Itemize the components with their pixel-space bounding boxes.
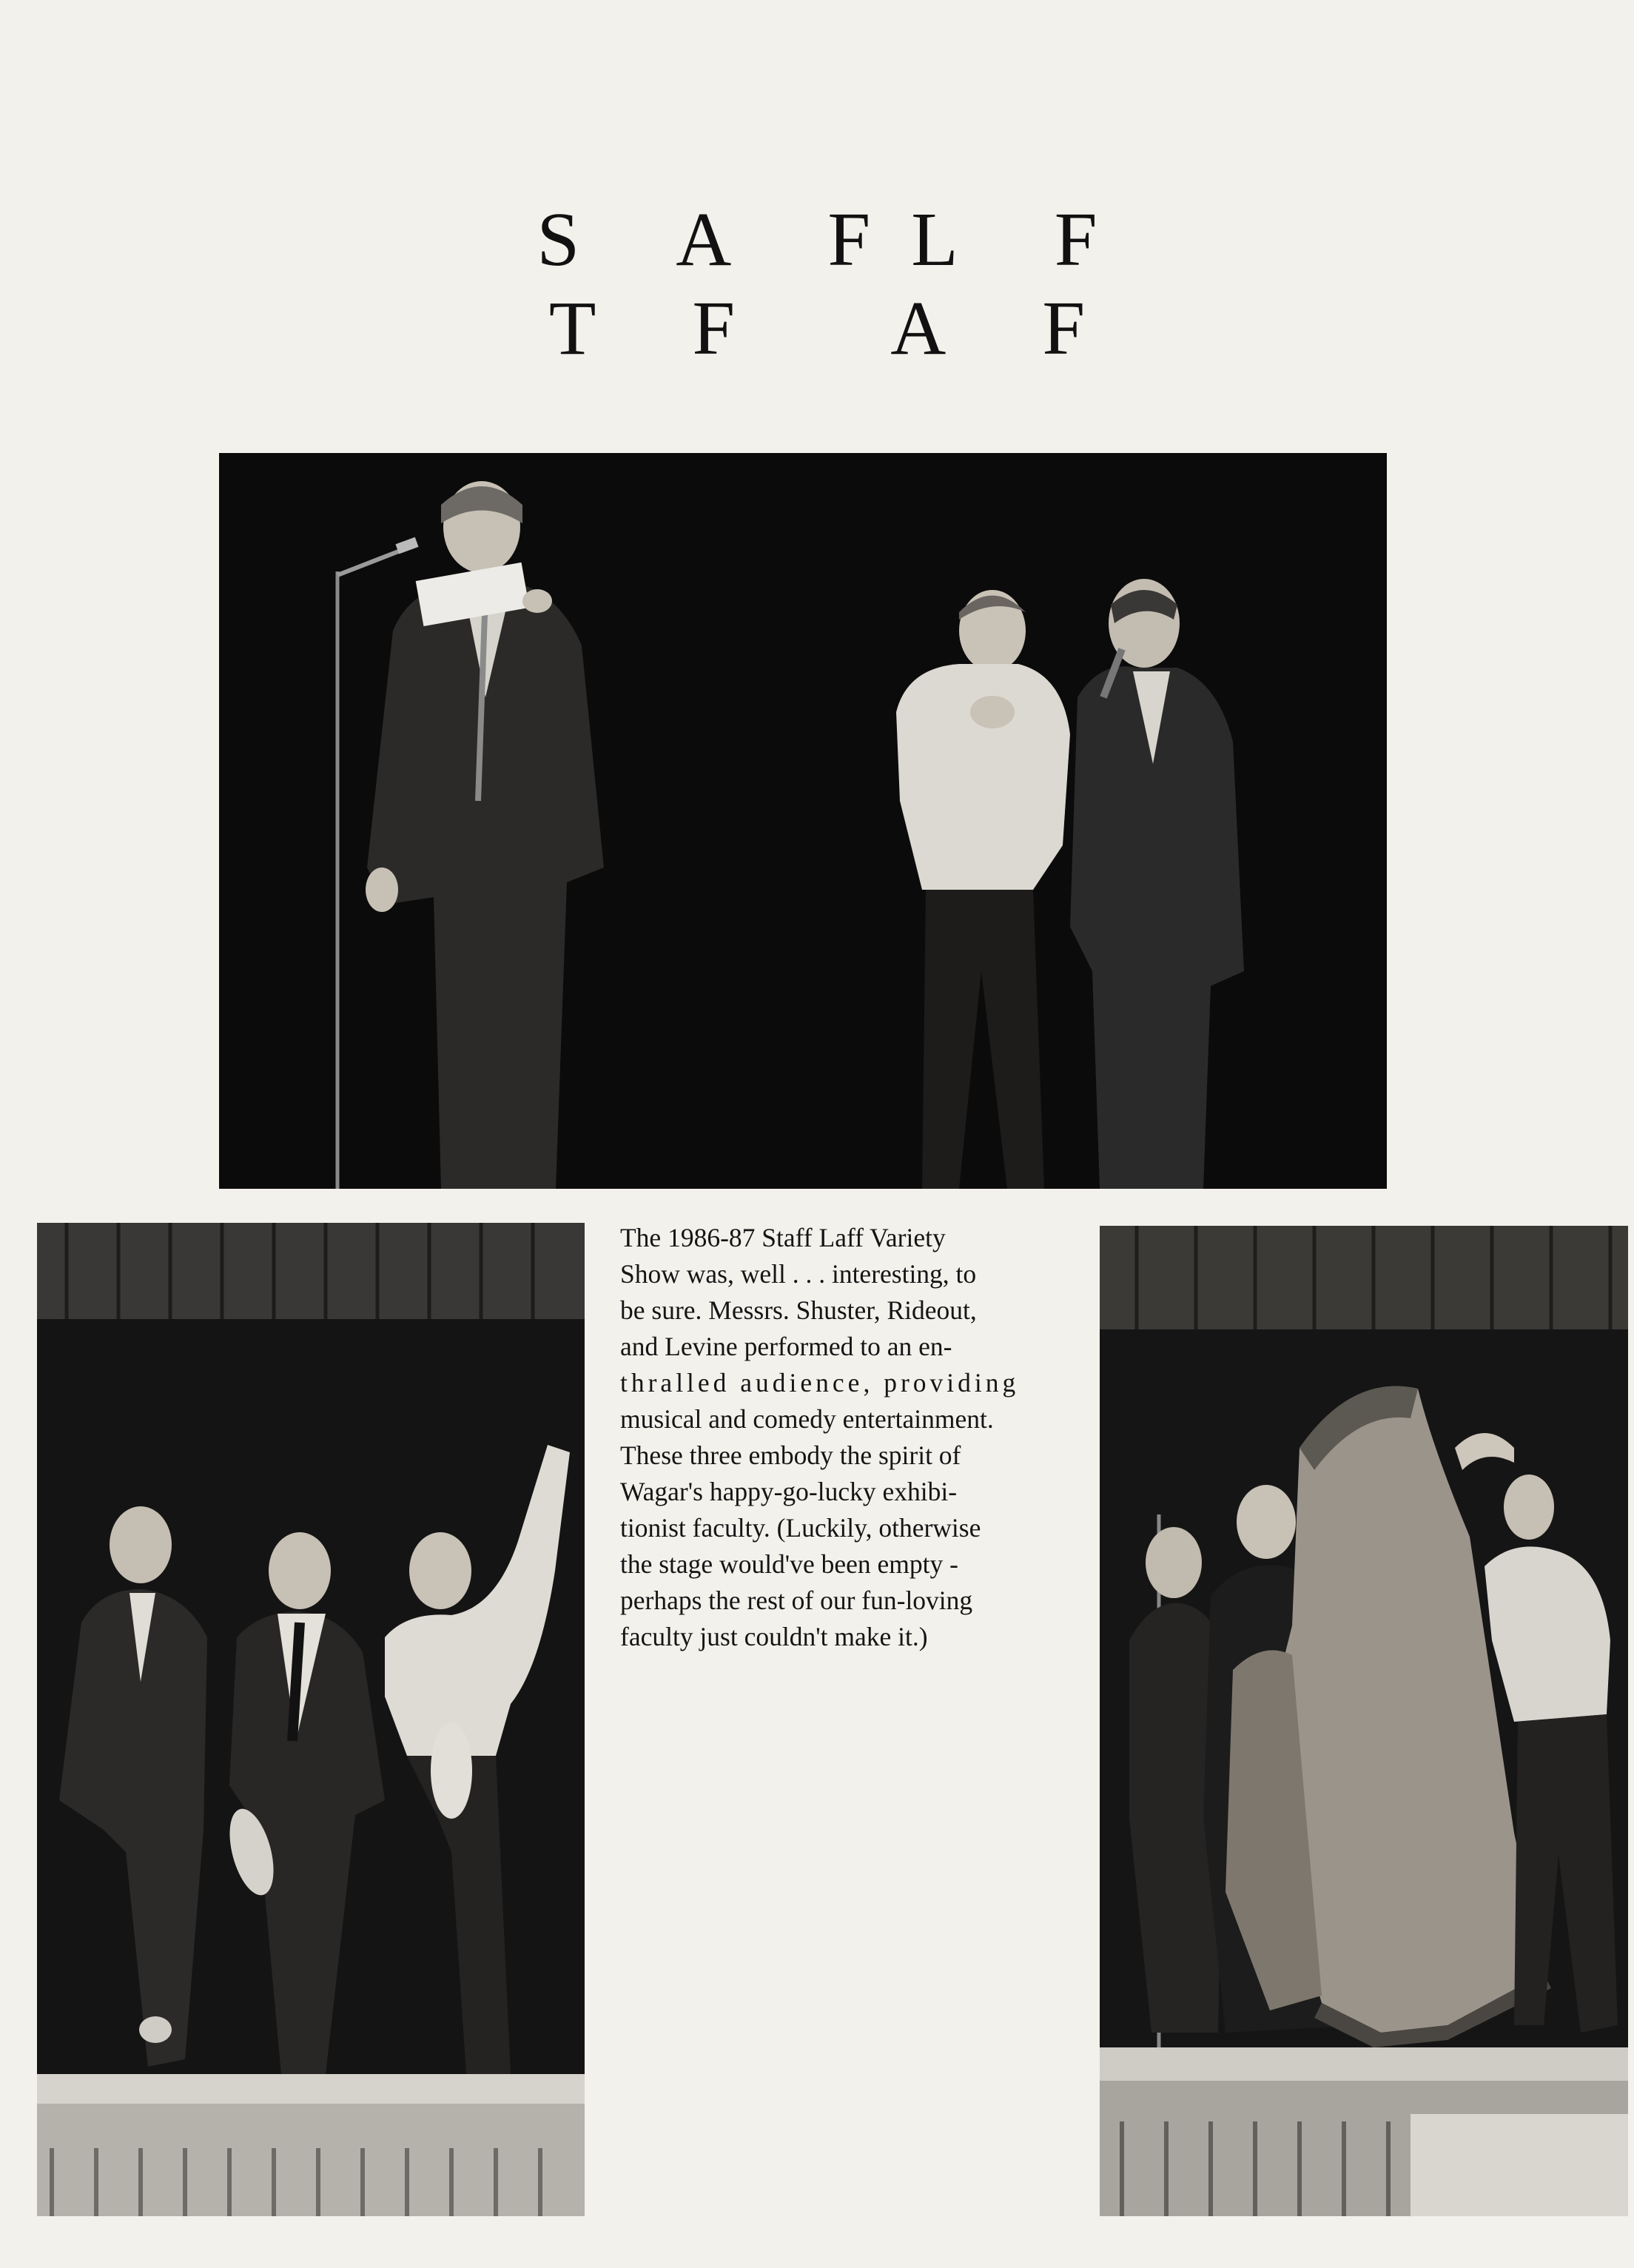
photo-caption <box>620 1220 1064 1655</box>
page-title-line-1 <box>0 197 1634 282</box>
caption-line: musical and comedy entertainment. <box>620 1404 994 1434</box>
caption-line: faculty just couldn't make it.) <box>620 1622 928 1651</box>
stage-photo-top <box>219 453 1387 1189</box>
caption-line: and Levine performed to an en- <box>620 1332 952 1361</box>
caption-line: perhaps the rest of our fun-loving <box>620 1586 973 1615</box>
caption-line: the stage would've been empty - <box>620 1549 958 1579</box>
title-letter: A <box>890 286 947 371</box>
title-letter: F <box>1054 197 1097 282</box>
caption-line: Wagar's happy-go-lucky exhibi- <box>620 1477 958 1506</box>
title-letter: A <box>676 197 732 282</box>
title-letter: F <box>692 286 736 371</box>
stage-photo-left <box>37 1223 585 2216</box>
title-letter: L <box>911 197 958 282</box>
title-letter: S <box>537 197 580 282</box>
caption-line: tionist faculty. (Luckily, otherwise <box>620 1513 981 1543</box>
title-letter: F <box>827 197 871 282</box>
caption-line: be sure. Messrs. Shuster, Rideout, <box>620 1295 977 1325</box>
caption-line: The 1986-87 Staff Laff Variety <box>620 1223 946 1252</box>
caption-line: Show was, well . . . interesting, to <box>620 1259 977 1289</box>
caption-line: These three embody the spirit of <box>620 1440 961 1470</box>
title-letter: F <box>1042 286 1086 371</box>
caption-line: thralled audience, providing <box>620 1368 1020 1398</box>
stage-photo-right <box>1100 1226 1628 2216</box>
title-letter: T <box>548 286 596 371</box>
page-title-line-2 <box>0 286 1634 371</box>
